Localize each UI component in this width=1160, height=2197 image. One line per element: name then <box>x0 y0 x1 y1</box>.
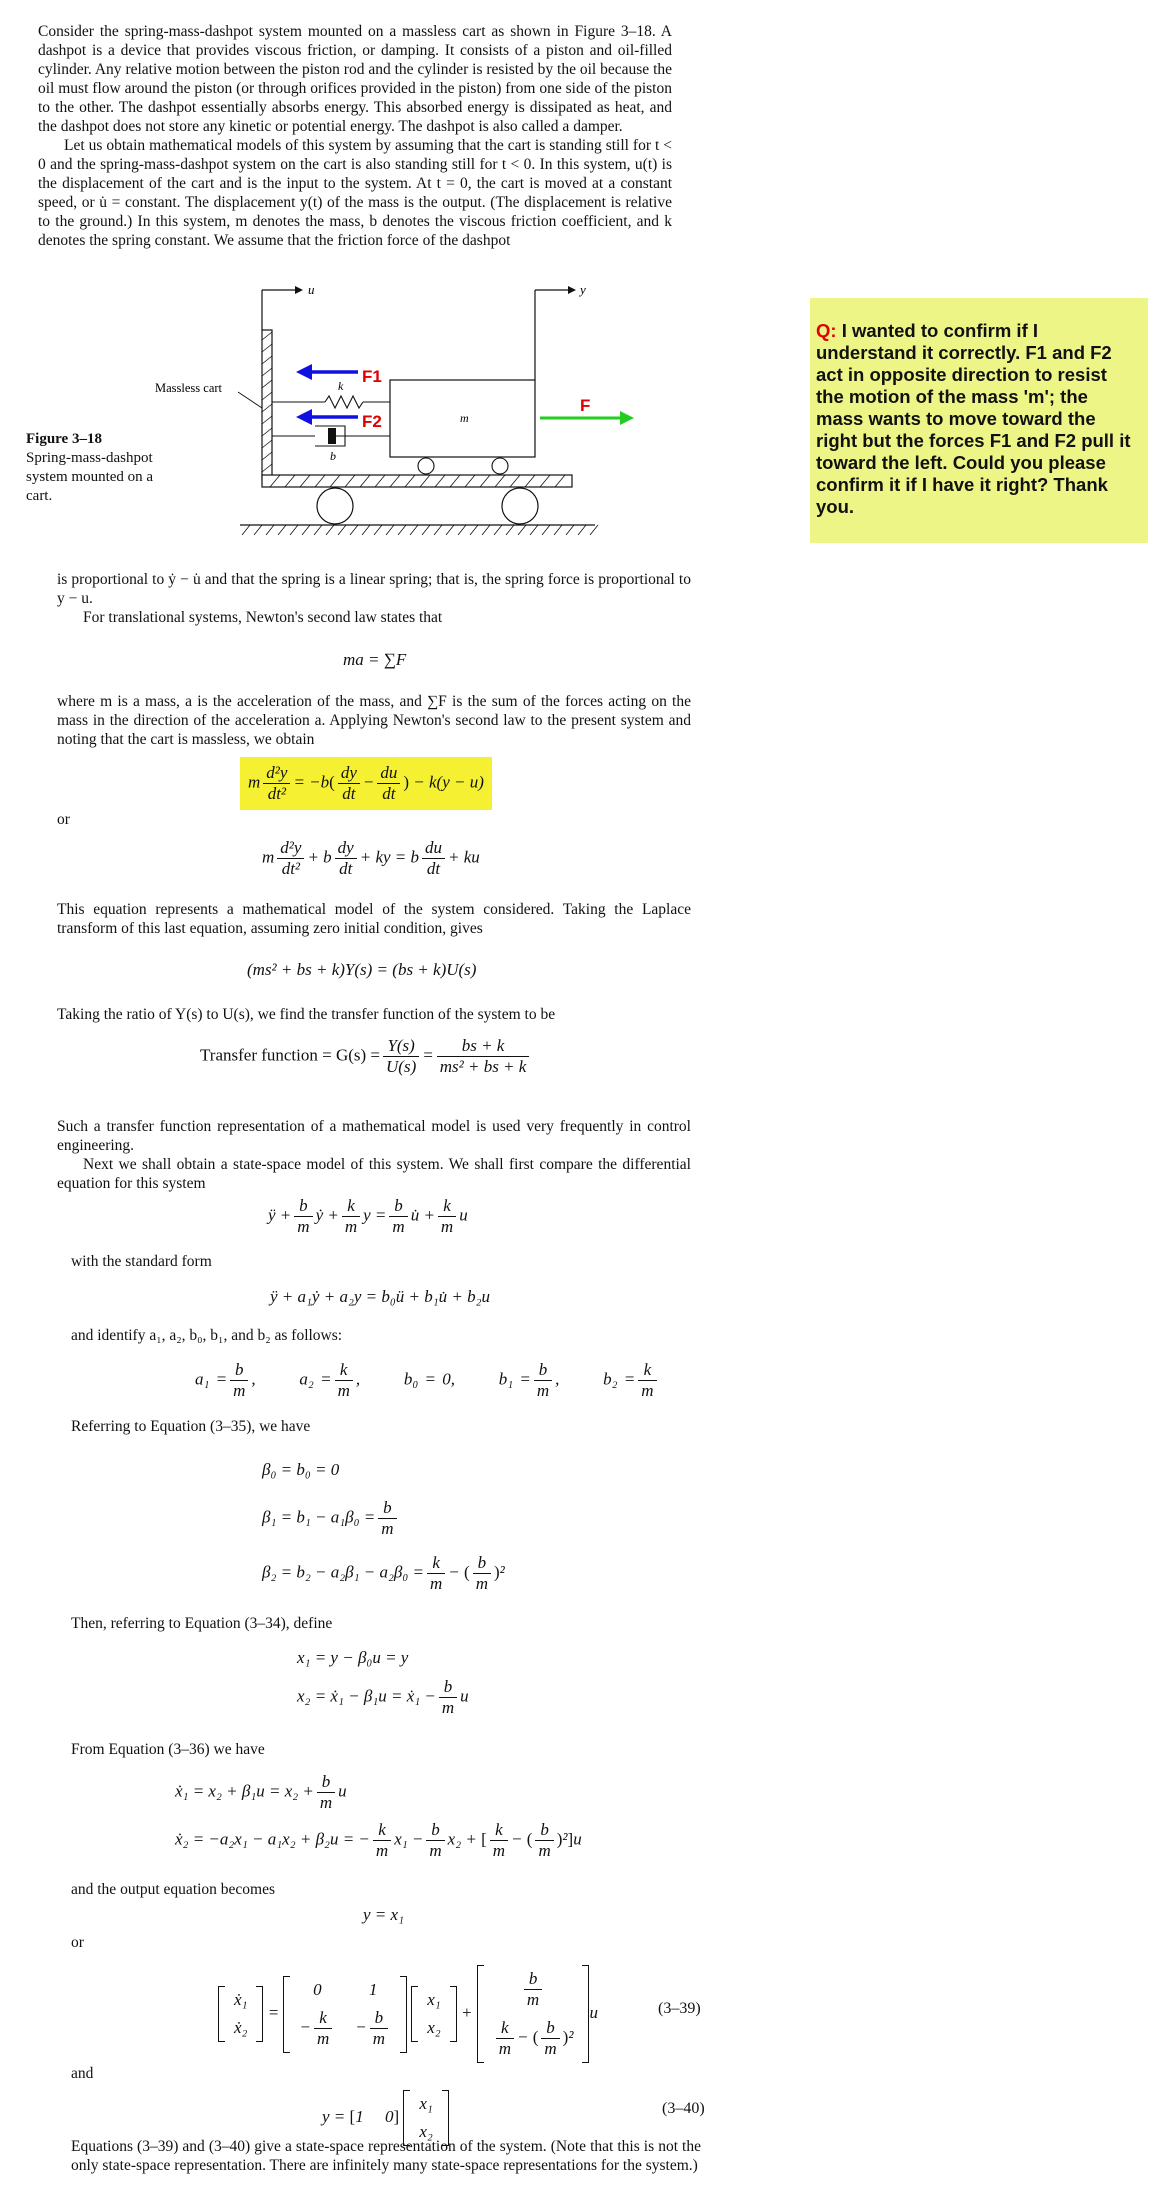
body-paragraph-4: Taking the ratio of Y(s) to U(s), we find the transfer function of the system to be <box>57 1006 556 1023</box>
tf-label: Transfer function = G(s) = <box>200 1045 381 1065</box>
equation-number-3-40: (3–40) <box>662 2100 705 2117</box>
eq-x1-dot: ẋ₁ = x₂ + β₁u = x₂ + $\frac{b}{m}$ u <box>175 1772 347 1812</box>
eq-output-matrix: y = [1 0] x₁ x₂ <box>322 2090 449 2146</box>
body-paragraph-2: where m is a mass, a is the acceleration of the mass, and ∑F is the sum of the forces acting on the mass in the direction of the acceleration a. Applying Newton's second law to the present system and noting that the cart is massless, we obtain <box>57 693 691 748</box>
eq-beta0: β₀ = b₀ = 0 <box>262 1460 340 1479</box>
label-b: b <box>330 449 336 463</box>
label-massless-cart: Massless cart <box>155 381 222 395</box>
eq-newton: ma = ∑F <box>343 650 407 669</box>
question-note <box>810 298 1148 543</box>
body-paragraph-1: is proportional to ẏ − u̇ and that the spring is a linear spring; that is, the spring force is proportional to y − u. For translational systems, Newton's second law states that <box>57 571 691 626</box>
eq-transfer-function: Transfer function = G(s) = $\frac{Y(s)}{U(s)}$ = $\frac{bs + k}{\text{ms² + bs + k}}$ <box>200 1036 532 1077</box>
eq-coefficients: a₁ = $\frac{b}{m}$ , a₂ = $\frac{k}{m}$ , b₀ = 0, b₁ = $\frac{b}{m}$ , b₂ = $\frac{k}{m}$ <box>195 1360 660 1401</box>
or-label-2: or <box>71 1934 84 1951</box>
label-F1: F1 <box>362 367 382 386</box>
body-paragraph-7: and identify a₁, a₂, b₀, b₁, and b₂ as follows: <box>71 1327 343 1344</box>
intro-paragraph-1: Consider the spring-mass-dashpot system mounted on a massless cart as shown in Figure 3–18. A dashpot is a device that provides viscous friction, or damping. It consists of a piston and oil-filled cylinder. Any relative motion between the piston rod and the cylinder is resisted by the oil because the oil must flow around the piston (or through orifices provided in the piston) from one side of the piston to the other. The dashpot essentially absorbs energy. This absorbed energy is dissipated as heat, and the dashpot does not store any kinetic or potential energy. The dashpot is also called a damper. <box>38 23 672 135</box>
intro-paragraph-2: Let us obtain mathematical models of this system by assuming that the cart is standing still for t < 0 and the spring-mass-dashpot system on the cart is also standing still for t < 0. In this system, u(t) is the displacement of the cart and is the input to the system. At t = 0, the cart is moved at a constant speed, or u̇ = constant. The displacement y(t) of the mass is the output. (The displacement is relative to the ground.) In this system, m denotes the mass, b denotes the viscous friction coefficient, and k denotes the spring constant. We assume that the friction force of the dashpot <box>38 137 672 249</box>
label-y: y <box>580 282 586 297</box>
label-mass: m <box>460 411 469 425</box>
figure-3-18 <box>150 280 710 540</box>
body-paragraph-10: From Equation (3–36) we have <box>71 1741 265 1758</box>
eq-state-matrix: ẋ₁ ẋ₂ = 0 1 − $\frac{k}{m}$ − $\frac{b}{m}$ x₁ x₂ + $\frac{b}{m}$ $\frac{k}{m}$ − ( $\frac{b}{m}$ )²u <box>218 1965 598 2063</box>
eq-standard-form: ÿ + a₁ẏ + a₂y = b₀ü + b₁u̇ + b₂u <box>270 1287 491 1306</box>
eq-laplace: (ms² + bs + k)Y(s) = (bs + k)U(s) <box>247 960 477 979</box>
equation-number-3-39: (3–39) <box>658 2000 701 2017</box>
body-paragraph-3: This equation represents a mathematical model of the system considered. Taking the Laplace transform of this last equation, assuming zero initial condition, gives <box>57 901 691 937</box>
or-label-1: or <box>57 811 70 828</box>
body-paragraph-8: Referring to Equation (3–35), we have <box>71 1418 311 1435</box>
eq-output: y = x₁ <box>363 1905 404 1924</box>
label-F: F <box>580 396 591 415</box>
body-paragraph-11: and the output equation becomes <box>71 1881 276 1898</box>
eq-system-ode: ÿ + $\frac{b}{m}$ ẏ + $\frac{k}{m}$ y = $\frac{b}{m}$ u̇ + $\frac{k}{m}$ u <box>268 1196 468 1236</box>
question-label: Q: <box>816 320 837 341</box>
label-k: k <box>338 379 344 393</box>
eq-beta1: β₁ = b₁ − a₁β₀ = $\frac{b}{m}$ <box>262 1498 400 1539</box>
eq-newton-applied: m $\frac{\text{d²y}}{\text{dt²}}$ = −b( $\frac{dy}{dt}$ − $\frac{du}{dt}$ ) − k(y − u) <box>240 757 492 810</box>
eq-beta2: β₂ = b₂ − a₂β₁ − a₂β₀ = $\frac{k}{m}$ − ( $\frac{b}{m}$ )² <box>262 1553 505 1593</box>
eq-differential: m $\frac{\text{d²y}}{\text{dt²}}$ + b $\frac{dy}{dt}$ + ky = b $\frac{du}{dt}$ + ku <box>262 838 480 878</box>
figure-caption-text: Spring-mass-dashpot system mounted on a cart. <box>26 450 154 504</box>
and-label: and <box>71 2065 94 2082</box>
body-paragraph-12: Equations (3–39) and (3–40) give a state-space representation of the system. (Note that this is not the only state-space representation. There are infinitely many state-space representations for the system.) <box>71 2138 701 2174</box>
label-F2: F2 <box>362 412 382 431</box>
question-text: I wanted to confirm if I understand it correctly. F1 and F2 act in opposite direction to resist the motion of the mass 'm'; the mass wants to move toward the right but the forces F1 and F2 pull it toward the left. Could you please confirm it if I have it right? Thank you. <box>816 320 1131 517</box>
eq-x1: x₁ = y − β₀u = y <box>297 1648 409 1667</box>
label-u: u <box>308 282 315 297</box>
eq-x2-dot: ẋ₂ = −a₂x₁ − a₁x₂ + β₂u = − $\frac{k}{m}$ x₁ − $\frac{b}{m}$ x₂ + [ $\frac{k}{m}$ − ( $\frac{b}{m}$ )²]u <box>175 1820 582 1860</box>
body-paragraph-9: Then, referring to Equation (3–34), define <box>71 1615 333 1632</box>
figure-caption <box>26 430 171 506</box>
body-paragraph-5: Such a transfer function representation of a mathematical model is used very frequently in control engineering. Next we shall obtain a state-space model of this system. We shall first compare the differential equation for this system <box>57 1118 691 1192</box>
intro-text <box>38 22 672 250</box>
figure-caption-title: Figure 3–18 <box>26 431 102 447</box>
body-paragraph-6: with the standard form <box>71 1253 212 1270</box>
eq-x2: x₂ = ẋ₁ − β₁u = ẋ₁ − $\frac{b}{m}$ u <box>297 1677 469 1717</box>
